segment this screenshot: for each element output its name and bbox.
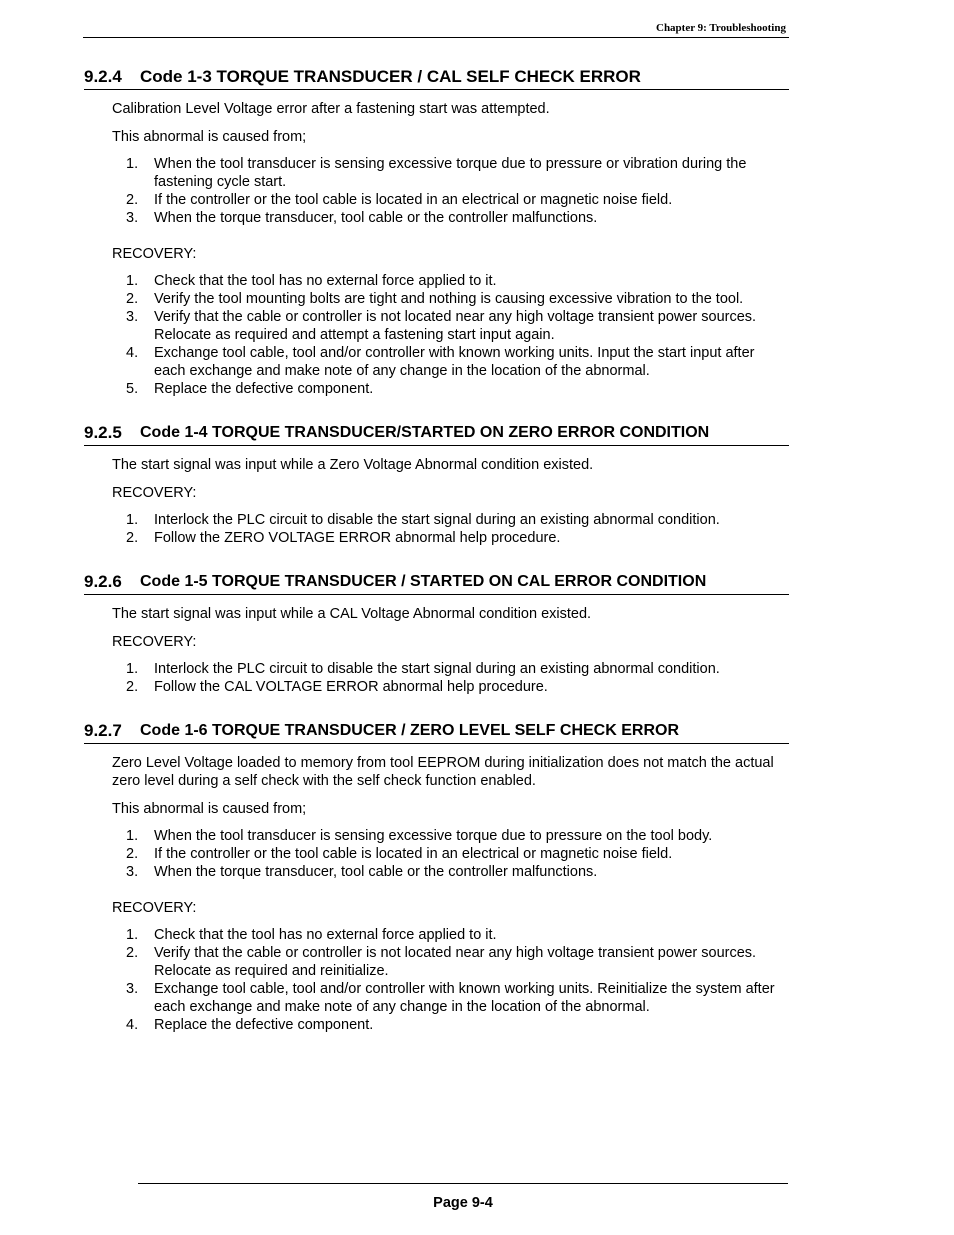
section-number: 9.2.5	[84, 423, 122, 442]
recovery-label: RECOVERY:	[112, 634, 197, 650]
cause-label: This abnormal is caused from;	[112, 801, 307, 817]
section-title: Code 1-4 TORQUE TRANSDUCER/STARTED ON ZERO ERROR CONDITION	[140, 424, 710, 441]
section-intro: The start signal was input while a CAL Voltage Abnormal condition existed.	[112, 606, 592, 622]
list-item: 1. Check that the tool has no external force applied to it.	[126, 273, 497, 289]
list-item: 1. When the tool transducer is sensing excessive torque due to pressure on the tool body.	[126, 828, 713, 844]
page-body	[84, 66, 789, 1058]
cause-list	[84, 827, 789, 881]
section-intro: Zero Level Voltage loaded to memory from tool EEPROM during initialization does not match the actual zero level during a self check with the self check function enabled.	[112, 755, 774, 789]
section-intro: The start signal was input while a Zero Voltage Abnormal condition existed.	[112, 457, 594, 473]
section-title: Code 1-5 TORQUE TRANSDUCER / STARTED ON CAL ERROR CONDITION	[140, 573, 707, 590]
list-item: 1. Interlock the PLC circuit to disable the start signal during an existing abnormal condition.	[126, 512, 720, 528]
list-item: 1. Interlock the PLC circuit to disable the start signal during an existing abnormal condition.	[126, 661, 720, 677]
list-item: 4. Replace the defective component.	[126, 1017, 374, 1033]
section-heading	[84, 571, 789, 595]
list-item: 2. If the controller or the tool cable is located in an electrical or magnetic noise field.	[126, 846, 673, 862]
list-item: 5. Replace the defective component.	[126, 381, 374, 397]
list-item: 1. Check that the tool has no external force applied to it.	[126, 927, 497, 943]
cause-label: This abnormal is caused from;	[112, 129, 307, 145]
section-9-2-7	[84, 720, 789, 1034]
section-9-2-4	[84, 66, 789, 398]
header-rule	[83, 37, 789, 38]
list-item: 3. When the torque transducer, tool cable or the controller malfunctions.	[126, 864, 598, 880]
section-heading	[84, 720, 789, 744]
section-9-2-5	[84, 422, 789, 547]
list-item: 2. Follow the CAL VOLTAGE ERROR abnormal help procedure.	[126, 679, 548, 695]
list-item: 3. Verify that the cable or controller is not located near any high voltage transient power sources. Relocate as required and attempt a fastening start input again.	[126, 309, 757, 343]
recovery-label: RECOVERY:	[112, 900, 197, 916]
list-item: 3. Exchange tool cable, tool and/or controller with known working units. Reinitialize the system after each exchange and make note of any change in the location of the abnormal.	[126, 981, 775, 1015]
section-number: 9.2.6	[84, 572, 122, 591]
list-item: 1. When the tool transducer is sensing excessive torque due to pressure or vibration during the fastening cycle start.	[126, 156, 747, 190]
section-heading	[84, 66, 789, 90]
section-heading	[84, 422, 789, 446]
section-9-2-6	[84, 571, 789, 696]
recovery-list	[84, 660, 789, 696]
list-item: 2. If the controller or the tool cable is located in an electrical or magnetic noise field.	[126, 192, 673, 208]
section-number: 9.2.7	[84, 721, 122, 740]
list-item: 3. When the torque transducer, tool cable or the controller malfunctions.	[126, 210, 598, 226]
recovery-label: RECOVERY:	[112, 246, 197, 262]
section-intro: Calibration Level Voltage error after a fastening start was attempted.	[112, 101, 550, 117]
list-item: 4. Exchange tool cable, tool and/or controller with known working units. Input the start input after each exchange and make note of any change in the location of the abnormal.	[126, 345, 755, 379]
recovery-label: RECOVERY:	[112, 485, 197, 501]
page-number: Page 9-4	[433, 1195, 493, 1211]
recovery-list	[84, 926, 789, 1034]
footer-rule	[138, 1183, 788, 1184]
recovery-list	[84, 272, 789, 398]
section-number: 9.2.4	[84, 67, 122, 86]
recovery-list	[84, 511, 789, 547]
section-title: Code 1-6 TORQUE TRANSDUCER / ZERO LEVEL SELF CHECK ERROR	[140, 722, 680, 739]
cause-list	[84, 155, 789, 227]
list-item: 2. Follow the ZERO VOLTAGE ERROR abnormal help procedure.	[126, 530, 561, 546]
list-item: 2. Verify that the cable or controller is not located near any high voltage transient power sources. Relocate as required and reinitialize.	[126, 945, 757, 979]
list-item: 2. Verify the tool mounting bolts are tight and nothing is causing excessive vibration to the tool.	[126, 291, 744, 307]
section-title: Code 1-3 TORQUE TRANSDUCER / CAL SELF CHECK ERROR	[140, 67, 641, 86]
running-header: Chapter 9: Troubleshooting	[656, 22, 786, 34]
